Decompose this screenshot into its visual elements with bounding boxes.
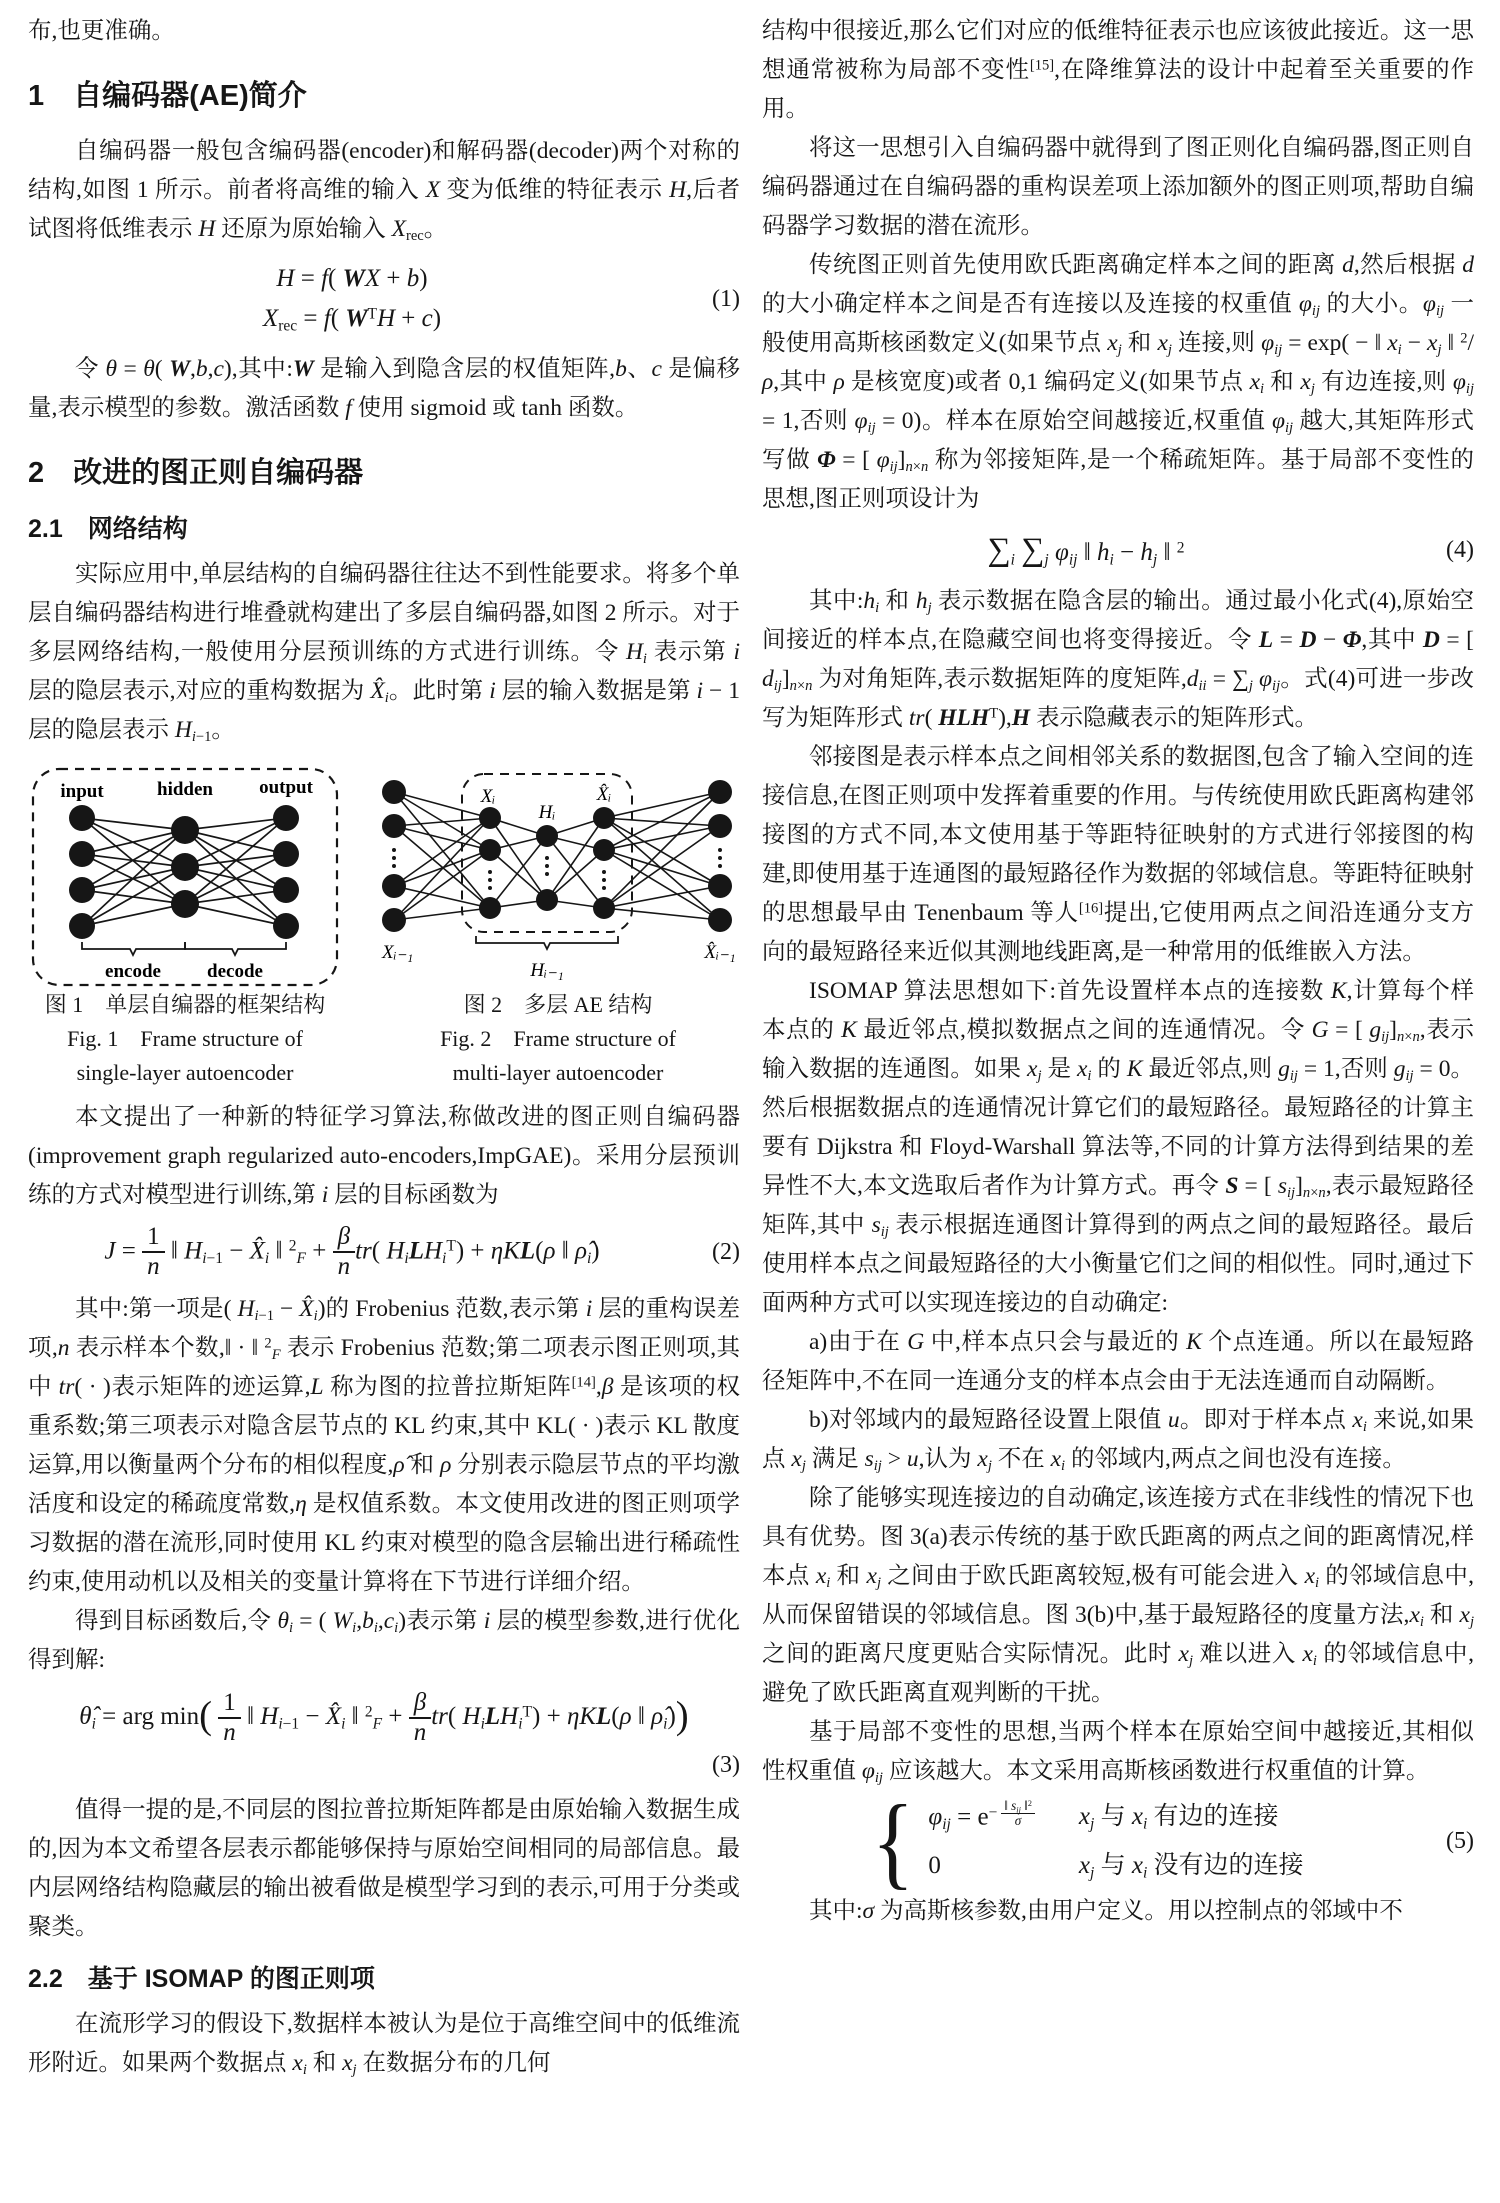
paragraph: 其中:第一项是( $H_{i-1}$ − $X̂_i$)的 Frobenius 范数,表示第 i 层的重构误差项,n 表示样本个数,‖ · ‖ $^2_F$ 表示 Frobenius 范数;第二项表示图正则项,其中 tr( · )表示矩阵的迹运算,L 称为图的拉普拉斯矩阵[14],β 是该项的权重系数;第三项表示对隐含层节点的 KL 约束,其中 KL( · )表示 KL 散度运算,用以衡量两个分布的相似程度,ρ̂ 和 ρ 分别表示隐层节点的平均激活度和设定的稀疏度常数,η 是权值系数。本文使用改进的图正则项学习数据的潜在流形,同时使用 KL 约束对模型的隐含层输出进行稀疏性约束,使用动机以及相关的变量计算将在下节进行详细介绍。 (28, 1296, 741, 1595)
fig1-label-hidden: hidden (157, 778, 213, 800)
fig2-label-hi: Hᵢ (538, 801, 556, 823)
paragraph: ISOMAP 算法思想如下:首先设置样本点的连接数 K,计算每个样本点的 K 最近邻点,模拟数据点之间的连通情况。令 G = [ $g_{ij}]_{n\times n}$,表示输入数据的连通图。如果 $x_j$ 是 $x_i$ 的 K 最近邻点,则 $g_{ij} = 1$,否则 $g_{ij} = 0$。然后根据数据点的连通情况计算它们的最短路径。最短路径的计算主要有 Dijkstra 和 Floyd-Warshall 算法等,不同的计算方法得到结果的差异性不大,本文选取后者作为计算方式。再令 S = [ $s_{ij}]_{n\times n}$,表示最短路径矩阵,其中 $s_{ij}$ 表示根据连通图计算得到的两点之间的最短路径。最后使用样本点之间最短路径的大小衡量它们之间的相似性。同时,通过下面两种方式可以实现连接边的自动确定: (762, 978, 1475, 1317)
fig1-braces (82, 942, 286, 955)
equation (28, 1223, 740, 1283)
paragraph: 基于局部不变性的思想,当两个样本在原始空间中越接近,其相似性权重值 $\varphi_{ij}$ 应该越大。本文采用高斯核函数进行权重值的计算。 (762, 1719, 1474, 1787)
section-2-heading: 2 改进的图正则自编码器 (28, 456, 364, 489)
fig2-label-h-prev: Hᵢ₋₁ (530, 959, 564, 981)
paragraph: 在流形学习的假设下,数据样本被认为是位于高维空间中的低维流形附近。如果两个数据点 $x_i$ 和 $x_j$ 在数据分布的几何 (28, 2010, 740, 2079)
paragraph-continuation: 布,也更准确。 (28, 18, 175, 44)
equation (28, 257, 740, 342)
paragraph: 邻接图是表示样本点之间相邻关系的数据图,包含了输入空间的连接信息,在图正则项中发挥着重要的作用。与传统使用欧氏距离构建邻接图的方式不同,本文使用基于等距特征映射的方式进行邻接图的构建,即使用基于连通图的最短路径作为数据的邻域信息。等距特征映射的思想最早由 Tenenbaum 等人[16]提出,它使用两点之间沿连通分支方向的最短路径来近似其测地线距离,是一种常用的低维嵌入方法。 (762, 744, 1474, 966)
fig1-caption-en2: single-layer autoencoder (76, 1059, 294, 1085)
paragraph: 其中$:h_i$ 和 $h_j$ 表示数据在隐含层的输出。通过最小化式(4),原始空间接近的样本点,在隐藏空间也将变得接近。令 L = D − Φ,其中 D = [ $d_{ij}]_{n\times n}$ 为对角矩阵,表示数据矩阵的度矩阵$,d_{ii} = \sum_j$ $\varphi_{ij}$。式(4)可进一步改写为矩阵形式 tr( $HLH^T),H$ 表示隐藏表示的矩阵形式。 (762, 588, 1475, 732)
paragraph: 本文提出了一种新的特征学习算法,称做改进的图正则自编码器(improvement graph regularized auto-encoders,ImpGAE)。采用分层预训练的方式对模型进行训练,第 i 层的目标函数为 (28, 1103, 740, 1208)
fig2-brace (476, 936, 618, 949)
fig1-label-input: input (60, 780, 104, 802)
left-column (28, 12, 740, 2083)
figure-2 (378, 766, 738, 1090)
paragraph: 值得一提的是,不同层的图拉普拉斯矩阵都是由原始输入数据生成的,因为本文希望各层表示都能够保持与原始空间相同的局部信息。最内层网络结构隐藏层的输出被看做是模型学习到的表示,可用于分类或聚类。 (28, 1796, 740, 1940)
paragraph: 令 θ = θ( W,b,c),其中:W 是输入到隐含层的权值矩阵,b、c 是偏移量,表示模型的参数。激活函数 f 使用 sigmoid 或 tanh 函数。 (28, 355, 741, 421)
paragraph: 其中:σ 为高斯核参数,由用户定义。用以控制点的邻域中不 (809, 1898, 1403, 1925)
equation-body: $\sum_i$ $\sum_j$ $\varphi_{ij}$ ‖ $h_i - h_j$ ‖ $^2$ (987, 532, 1185, 569)
fig1-label-encode: encode (105, 960, 161, 982)
equation-body: $\thetâ_i$ = arg min( $\frac{1}{n}$ ‖ $H_{i-1}$ − $X̂_i$ ‖ $^2_F$ + $\frac{\beta}{n}$ tr( $H_iLH_i^T) + \eta KL(\rho$ ‖ $\rhô_i$)) (79, 1688, 689, 1747)
fig1-label-output: output (259, 776, 313, 798)
equation-body: J = $\frac{1}{n}$ ‖ $H_{i-1}$ − $X̂_i$ ‖ $^2_F$ + $\frac{\beta}{n}$ tr( $H_iLH_i^T) + \eta KL(\rho$ ‖ $\rhô_i$) (104, 1222, 600, 1281)
figures-row (28, 766, 740, 1090)
fig1-nodes (69, 805, 299, 939)
fig2-caption-zh: 图 2 多层 AE 结构 (463, 991, 653, 1017)
fig2-label-xhat-i: X̂ᵢ (596, 783, 612, 805)
equation (28, 1688, 740, 1783)
equation (762, 527, 1474, 574)
section-2-2-heading: 2.2 基于 ISOMAP 的图正则项 (28, 1964, 375, 1993)
paragraph: 自编码器一般包含编码器(encoder)和解码器(decoder)两个对称的结构,如图 1 所示。前者将高维的输入 X 变为低维的特征表示 H,后者试图将低维表示 H 还原为原始输入 $X_{rec}$。 (28, 138, 741, 245)
fig2-label-x-prev: Xᵢ₋₁ (382, 941, 414, 963)
fig2-caption-en1: Fig. 2 Frame structure of (440, 1025, 676, 1051)
section-1-heading: 1 自编码器(AE)简介 (28, 80, 307, 112)
fig1-caption-en1: Fig. 1 Frame structure of (67, 1025, 303, 1051)
fig2-caption-en2: multi-layer autoencoder (452, 1059, 664, 1085)
fig1-diagram (30, 766, 340, 988)
right-column (762, 12, 1474, 1931)
section-2-1-heading: 2.1 网络结构 (28, 514, 188, 543)
equation-number: (3) (712, 1752, 740, 1779)
paragraph: b)对邻域内的最短路径设置上限值 u。即对于样本点 $x_i$ 来说,如果点 $x_j$ 满足 $s_{ij} > u$,认为 $x_j$ 不在 $x_i$ 的邻域内,两点之间也没有连接。 (762, 1407, 1475, 1475)
paragraph: a)由于在 G 中,样本点只会与最近的 K 个点连通。所以在最短路径矩阵中,不在同一连通分支的样本点会由于无法连通而自动隔断。 (762, 1329, 1475, 1395)
equation-number: (2) (712, 1238, 740, 1265)
fig2-diagram (378, 766, 738, 988)
fig1-caption-zh: 图 1 单层自编器的框架结构 (44, 991, 326, 1017)
equation (762, 1784, 1474, 1900)
equation-body: { $\varphi_{ij} = e^{- ‖ s_{ij} ‖^2 \sigma}$ $x_j$ 与 $x_i$ 有边的连接 0 $x_j$ 与 $x_i$ 没有边的连接 (872, 1784, 1304, 1900)
equation-number: (5) (1446, 1828, 1474, 1855)
equation-number: (1) (712, 285, 740, 312)
equation-number: (4) (1446, 537, 1474, 564)
fig2-label-xhat-prev: X̂ᵢ₋₁ (704, 941, 736, 963)
paragraph: 实际应用中,单层结构的自编码器往往达不到性能要求。将多个单层自编码器结构进行堆叠就构建出了多层自编码器,如图 2 所示。对于多层网络结构,一般使用分层预训练的方式进行训练。令 $H_i$ 表示第 i 层的隐层表示,对应的重构数据为 $X̂_i$。此时第 i 层的输入数据是第 i − 1 层的隐层表示 $H_{i-1}$。 (28, 560, 741, 745)
paragraph: 除了能够实现连接边的自动确定,该连接方式在非线性的情况下也具有优势。图 3(a)表示传统的基于欧氏距离的两点之间的距离情况,样本点 $x_i$ 和 $x_j$ 之间由于欧氏距离较短,极有可能会进入 $x_i$ 的邻域信息中,从而保留错误的邻域信息。图 3(b)中,基于最短路径的度量方法$,x_i$ 和 $x_j$ 之间的距离尺度更贴合实际情况。此时 $x_j$ 难以进入 $x_i$ 的邻域信息中,避免了欧氏距离直观判断的干扰。 (762, 1485, 1475, 1707)
paragraph: 将这一思想引入自编码器中就得到了图正则化自编码器,图正则自编码器通过在自编码器的重构误差项上添加额外的图正则项,帮助自编码器学习数据的潜在流形。 (762, 135, 1474, 239)
paragraph: 传统图正则首先使用欧氏距离确定样本之间的距离 d,然后根据 d 的大小确定样本之间是否有连接以及连接的权重值 $\varphi_{ij}$ 的大小。$\varphi_{ij}$ 一般使用高斯核函数定义(如果节点 $x_j$ 和 $x_j$ 连接,则 $\varphi_{ij} = \exp$( − ‖ $x_i - x_j$ ‖ $^2$/ρ,其中 ρ 是核宽度)或者 0,1 编码定义(如果节点 $x_i$ 和 $x_j$ 有边连接,则 $\varphi_{ij} = 1$,否则 $\varphi_{ij} = 0$)。样本在原始空间越接近,权重值 $\varphi_{ij}$ 越大,其矩阵形式写做 Φ = [ $\varphi_{ij}]_{n\times n}$ 称为邻接矩阵,是一个稀疏矩阵。基于局部不变性的思想,图正则项设计为 (762, 252, 1475, 512)
figure-1 (30, 766, 340, 1090)
paragraph: 得到目标函数后,令 $\theta_i$ = ( $W_i,b_i,c_i$)表示第 i 层的模型参数,进行优化得到解: (28, 1608, 741, 1673)
paragraph-continuation: 结构中很接近,那么它们对应的低维特征表示也应该彼此接近。这一思想通常被称为局部不变性[15],在降维算法的设计中起着至关重要的作用。 (762, 18, 1475, 122)
equation-body: H = f( WX + b) $X_{rec} = f$( $W^TH + c$) (262, 265, 442, 335)
fig1-label-decode: decode (207, 960, 263, 982)
fig2-label-xi: Xᵢ (480, 785, 496, 807)
